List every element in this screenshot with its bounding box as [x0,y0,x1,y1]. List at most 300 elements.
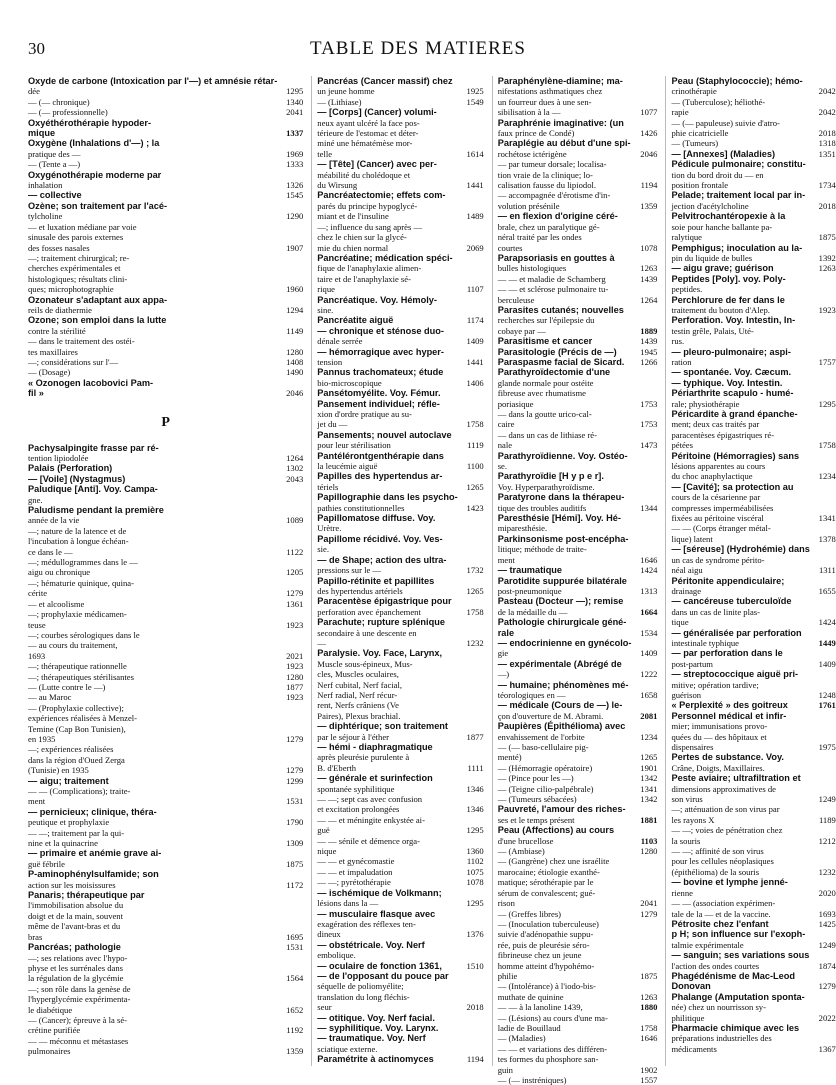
index-entry [671,711,835,721]
index-entry [498,628,658,638]
entry-text: calisation fausse du lipiodol. [497,180,597,191]
index-entry [498,1065,658,1075]
entry-text: — (Maladies) [497,1033,546,1044]
entry-text: — primaire et anémie grave ai- [28,848,162,859]
entry-page-number: 1655 [818,585,836,596]
index-entry [28,367,303,377]
entry-text: — par tumeur dorsale; localisa- [497,159,607,170]
entry-text: — typhique. Voy. Intestin. [671,377,783,388]
index-entry [317,211,483,221]
index-entry [498,1075,658,1085]
entry-text: tion vraie de la clinique; lo- [497,169,593,180]
entry-text: — [Corps] (Cancer) volumi- [317,107,437,118]
index-entry [671,596,835,606]
index-columns [28,76,836,1085]
index-entry [671,118,835,128]
index-entry [498,690,658,700]
entry-text: Pasteau (Docteur —); remise [497,596,624,607]
entry-text: — (Hémorragie opératoire) [497,762,593,773]
entry-text: Oxygénothérapie moderne par [28,169,162,180]
entry-text: fibreuse avec rhumatisme [497,388,586,399]
index-entry [317,430,483,440]
entry-text: rapie [671,107,689,118]
entry-page-number: 1111 [467,762,484,773]
entry-text: Pelade; traitement local par in- [671,190,806,201]
entry-text: Paresthésie [Hémi]. Voy. Hé- [497,513,621,524]
entry-text: Pelvitrochantéropexie à la [671,211,786,222]
entry-text: contre la stérilité [28,325,86,336]
index-entry [28,159,303,169]
entry-text: sérum de convalescent; gué- [497,887,596,898]
index-entry [671,659,835,669]
index-entry [28,900,303,910]
index-entry [498,534,658,544]
entry-text: Pansements; nouvel autoclave [317,429,452,440]
entry-page-number: 1264 [640,294,658,305]
index-entry [317,909,483,919]
entry-text: philie [497,970,518,981]
entry-text: compresses imperméabilisées [671,502,774,513]
index-entry [28,128,303,138]
entry-text: dineux [317,929,341,940]
index-entry [498,295,658,305]
entry-page-number: 1734 [818,180,836,191]
entry-page-number: 1295 [286,86,304,97]
index-entry [317,596,483,606]
entry-text: — collective [28,190,82,201]
entry-text: cobaye par — [497,325,546,336]
entry-text: chez le chien sur la glycé- [317,232,407,243]
entry-page-number: 1490 [286,367,304,378]
entry-text: Paludisme pendant la première [28,505,164,516]
entry-page-number: 1311 [818,565,836,576]
entry-page-number: 1960 [286,284,304,295]
index-entry [28,1015,303,1025]
entry-text: Phalange (Amputation sponta- [671,991,805,1002]
entry-page-number: 1189 [818,814,836,825]
entry-text: fil » [28,388,44,399]
index-entry [28,599,303,609]
index-entry [317,326,483,336]
entry-text: dimensions approximatives de [671,783,776,794]
entry-text: — endocrinienne en gynécolo- [497,637,632,648]
index-entry [28,567,303,577]
index-entry [28,495,303,505]
entry-text: suivie d'adénopathie suppu- [497,929,594,940]
index-entry [498,378,658,388]
entry-page-number: 1249 [818,939,836,950]
index-entry [671,138,835,148]
index-entry [671,263,835,273]
entry-text: Parathyroïdienne. Voy. Ostéo- [497,450,628,461]
index-entry [317,742,483,752]
entry-page-number: 1346 [466,783,484,794]
entry-text: Paraphénylène-diamine; ma- [497,76,623,86]
index-entry [317,763,483,773]
entry-page-number: 1295 [466,825,484,836]
index-entry [671,326,835,336]
index-entry [28,222,303,232]
entry-page-number: 1409 [818,658,836,669]
entry-text: rus. [671,336,685,347]
entry-text: Parasitisme et cancer [497,336,593,347]
entry-text: — pleuro-pulmonaire; aspi- [671,346,791,357]
index-entry [671,1033,835,1043]
index-entry [671,97,835,107]
index-entry [28,963,303,973]
index-entry [28,505,303,515]
index-entry [28,547,303,557]
index-entry [498,159,658,169]
entry-text: litique; méthode de traite- [497,544,587,555]
entry-text: berculeuse [497,294,535,305]
entry-text: Urètre. [317,523,342,534]
entry-text: ment [497,554,515,565]
index-entry [28,274,303,284]
entry-text: muthate de quinine [497,991,564,1002]
index-entry [671,544,835,554]
entry-text: peutique et prophylaxie [28,817,110,828]
entry-page-number: 1333 [286,159,304,170]
entry-page-number: 1392 [818,252,836,263]
index-entry [498,961,658,971]
entry-page-number: 1646 [640,554,658,565]
entry-text: — obstétricale. Voy. Nerf [317,939,425,950]
entry-text: Pauvreté, l'amour des riches- [497,804,626,815]
index-entry [317,950,483,960]
entry-text: crinothérapie [671,86,717,97]
index-entry [671,586,835,596]
index-entry [671,815,835,825]
index-entry [498,659,658,669]
entry-page-number: 1264 [286,453,304,463]
entry-page-number: 1441 [466,180,484,191]
entry-page-number: 1409 [466,336,484,347]
entry-text: rent, Nerfs crâniens (Ve [317,700,399,711]
entry-text: — (Teigne cilio-palpébrale) [497,783,594,794]
index-entry [28,838,303,848]
index-entry [671,419,835,429]
entry-text: cérite [28,588,48,599]
entry-text: —; considérations sur l'— [28,356,119,367]
index-entry [317,856,483,866]
entry-page-number: 1075 [466,866,484,877]
index-entry [28,807,303,817]
entry-text: guë [317,825,330,836]
index-entry [28,713,303,723]
entry-text: inhalation [28,180,63,191]
index-entry [498,305,658,315]
entry-text: Pertes de substance. Voy. [671,752,784,763]
entry-text: même de l'avant-bras et du [28,921,121,932]
entry-text: — hémi - diaphragmatique [317,742,433,752]
index-entry [498,929,658,939]
index-entry [671,201,835,211]
index-entry [498,607,658,617]
entry-text: lique) latent [671,533,713,544]
index-entry [28,86,303,96]
entry-text: l'incubation à longue échéan- [28,536,129,547]
index-entry [671,503,835,513]
index-entry [498,794,658,804]
index-entry [317,107,483,117]
entry-text: de la médaille du — [497,606,568,617]
entry-text: — — et variations des différen- [497,1043,608,1054]
index-entry [317,700,483,710]
entry-page-number: 1378 [818,533,836,544]
index-entry [317,201,483,211]
entry-text: glande normale pour ostéite [497,377,594,388]
entry-page-number: 1473 [640,440,658,451]
entry-text: Parotidite suppurée bilatérale [497,575,627,586]
entry-text: — (Ambiase) [497,846,545,857]
entry-text: — — (Complications); traite- [28,786,131,796]
index-entry [671,680,835,690]
entry-text: du choc anaphylactique [671,471,753,482]
index-entry [317,503,483,513]
entry-text: — (Dosage) [28,367,71,378]
entry-text: parés du principe hypoglycé- [317,200,418,211]
entry-text: jet du — [317,419,348,430]
index-entry [498,76,658,86]
index-entry [317,97,483,107]
index-entry [317,846,483,856]
entry-text: guë fébrile [28,858,65,869]
entry-text: ment [28,796,46,807]
index-entry [317,138,483,148]
entry-page-number: 1426 [640,128,658,139]
entry-text: Pancréas (Cancer massif) chez [317,76,453,86]
entry-page-number: 1361 [286,598,304,609]
entry-text: — — et sclérose pulmonaire tu- [497,284,609,295]
entry-text: exagération des réflexes ten- [317,918,416,929]
entry-text: teuse [28,619,46,630]
index-entry [317,1044,483,1054]
index-entry [671,461,835,471]
index-entry [498,898,658,908]
entry-text: lésions apparentes au cours [671,461,766,472]
index-entry [498,836,658,846]
index-entry [671,576,835,586]
entry-page-number: 2018 [818,200,836,211]
index-entry [28,232,303,242]
entry-text: Paraphrénie imaginative: (un [497,117,624,128]
entry-text: — — sénile et démence orga- [317,835,420,846]
entry-text: nique [317,846,337,857]
entry-page-number: 1753 [640,398,658,409]
index-entry [671,919,835,929]
index-entry [317,981,483,991]
entry-text: la régulation de la glycémie [28,973,124,984]
entry-text: — pernicieux; clinique, théra- [28,806,157,817]
entry-text: — (Pince pour les —) [497,773,574,784]
entry-text: néral traité par les ondes [497,232,582,243]
index-entry [28,138,303,148]
entry-text: — oculaire de fonction 1361, [317,960,442,971]
index-entry [498,128,658,138]
entry-text: expériences réalisées à Menzel- [28,713,138,724]
index-entry [317,388,483,398]
entry-page-number: 1423 [466,502,484,513]
index-entry [317,773,483,783]
index-entry [28,190,303,200]
entry-page-number: 1265 [640,752,658,763]
index-entry [498,523,658,533]
entry-text: — (Cancer); épreuve à la sé- [28,1014,128,1025]
index-entry [317,607,483,617]
index-entry [28,474,303,484]
entry-page-number: 1923 [286,692,304,703]
index-entry [317,971,483,981]
entry-page-number: 1266 [640,356,658,367]
entry-text: — dans le traitement des ostéi- [28,336,135,347]
index-entry [317,784,483,794]
index-entry [317,482,483,492]
entry-page-number: 1880 [640,1002,658,1013]
entry-page-number: 1119 [467,440,484,451]
entry-text: Parachute; rupture splénique [317,617,445,628]
index-entry [498,326,658,336]
entry-text: Pansement individuel; réfle- [317,398,440,409]
index-entry [671,243,835,253]
entry-page-number: 1875 [640,970,658,981]
entry-text: — généralisée par perforation [671,627,802,638]
entry-text: paracentèses épigastriques ré- [671,429,775,440]
entry-text: — et alcoolisme [28,598,85,609]
index-entry [317,86,483,96]
index-entry [671,378,835,388]
index-entry [671,898,835,908]
entry-page-number: 1174 [466,315,484,326]
entry-text: (épithélioma) de la souris [671,866,760,877]
entry-text: — — et gynécomastie [317,856,395,867]
index-entry [28,755,303,765]
entry-page-number: 1439 [640,273,658,284]
entry-text: —; ses relations avec l'hypo- [28,952,128,963]
entry-text: doigt et de la main, souvent [28,910,123,921]
index-entry [498,399,658,409]
entry-page-number: 1326 [286,180,304,191]
entry-text: — (Lithiase) [317,96,362,107]
entry-text: —; hématurie quinique, quina- [28,577,134,588]
index-entry [671,1044,835,1054]
index-entry [28,336,303,346]
entry-page-number: 1172 [286,879,304,890]
entry-text: — traumatique. Voy. Nerf [317,1033,426,1044]
entry-text: talmie expérimentale [671,939,744,950]
index-entry [28,107,303,117]
index-entry [28,201,303,211]
index-entry [498,586,658,596]
index-entry [317,180,483,190]
entry-text: des hypertendus artériels [317,585,403,596]
entry-page-number: 2041 [640,898,658,909]
index-column [665,76,835,1066]
entry-text: pétées [671,440,693,451]
index-entry [28,484,303,494]
index-entry [317,898,483,908]
index-entry [498,576,658,586]
index-entry [498,118,658,128]
index-entry [671,1002,835,1012]
index-entry [671,961,835,971]
entry-page-number: 1359 [640,200,658,211]
entry-text: — — et impaludation [317,866,393,877]
index-entry [317,648,483,658]
entry-page-number: 1424 [640,565,658,576]
entry-text: « Perplexité » des goitreux [671,700,788,711]
index-entry [498,211,658,221]
entry-page-number: 1232 [466,637,484,648]
index-entry [28,661,303,671]
entry-text: tique [671,617,689,628]
index-entry [28,557,303,567]
index-entry [671,440,835,450]
index-entry [671,211,835,221]
index-entry [317,992,483,1002]
entry-page-number: 2022 [818,1012,836,1023]
index-entry [498,992,658,1002]
index-entry [317,409,483,419]
index-entry [498,1013,658,1023]
entry-text: dans la région d'Oued Zerga [28,754,125,765]
entry-text: fique de l'anaphylaxie alimen- [317,263,422,274]
entry-page-number: 1646 [640,1033,658,1044]
index-entry [671,555,835,565]
index-entry [317,732,483,742]
entry-text: Paupières (Épithélioma) avec [497,721,626,732]
entry-text: brale, chez un paralytique gé- [497,221,600,232]
index-entry [498,721,658,731]
entry-text: bras [28,931,43,942]
entry-text: se. [497,461,508,472]
entry-page-number: 1510 [466,960,484,971]
index-entry [28,378,303,388]
index-entry [498,86,658,96]
entry-text: rique [317,284,335,295]
entry-text: — cancéreuse tuberculoïde [671,596,792,607]
index-entry [498,471,658,481]
index-entry [28,984,303,994]
entry-text: testin grêle, Palais, Uté- [671,325,754,336]
entry-page-number: 1107 [466,284,484,295]
entry-text: bulles histologiques [497,263,567,274]
entry-page-number: 1265 [466,481,484,492]
entry-page-number: 1557 [640,1075,658,1085]
index-entry [671,430,835,440]
entry-text: et excitation prolongées [317,804,400,815]
entry-text: Ozène; son traitement par l'acé- [28,200,168,211]
entry-text: —; thérapeutique rationnelle [28,661,127,672]
entry-page-number: 1367 [818,1043,836,1054]
index-entry [28,515,303,525]
index-column [28,76,303,1066]
index-entry [671,523,835,533]
entry-text: en 1935 [28,733,56,744]
entry-text: dée [28,86,40,97]
entry-text: rale [497,627,515,638]
index-entry [28,880,303,890]
index-entry [317,877,483,887]
entry-text: mier; immunisations provo- [671,721,768,732]
entry-text: Pantélérontgenthérapie dans [317,450,444,461]
entry-page-number: 1248 [818,689,836,700]
index-entry [671,804,835,814]
index-entry [28,443,303,453]
entry-page-number: 1102 [466,856,484,867]
index-entry [671,367,835,377]
index-entry [317,628,483,638]
